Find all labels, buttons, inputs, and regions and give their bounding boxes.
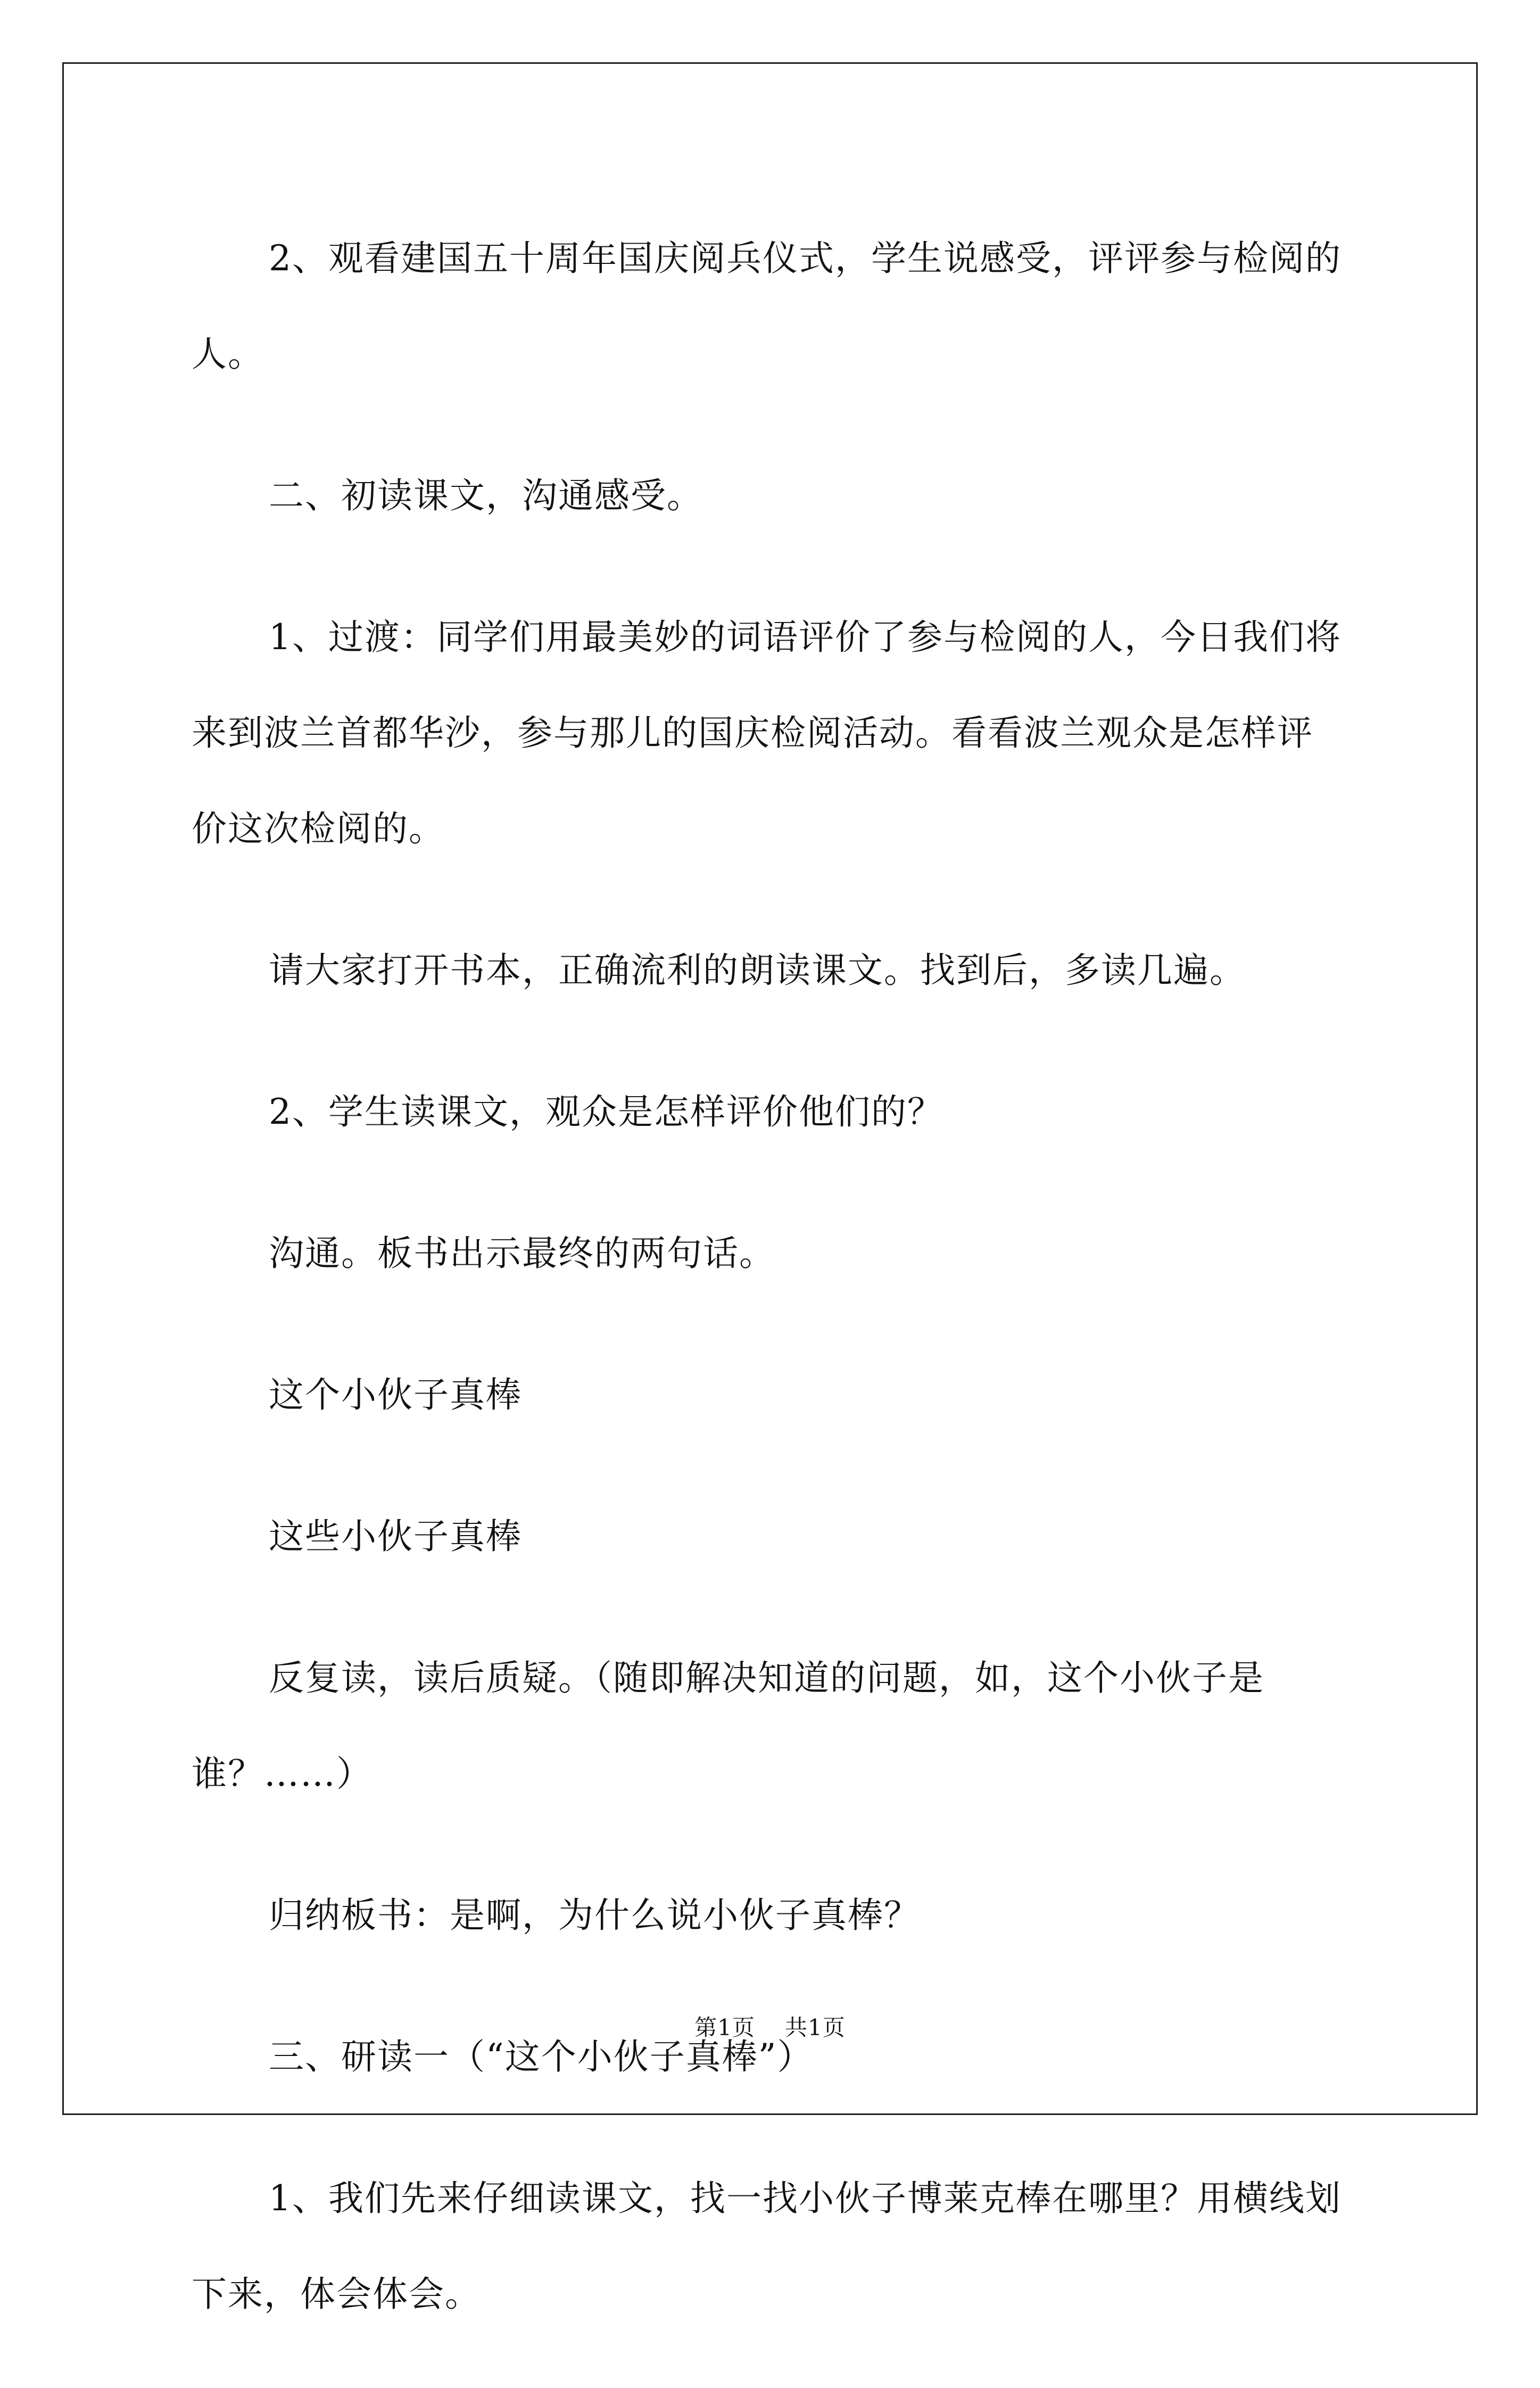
paragraph: 二、初读课文，沟通感受。 (269, 475, 703, 516)
paragraph: 沟通。板书出示最终的两句话。 (269, 1233, 775, 1274)
paragraph: 1、我们先来仔细读课文，找一找小伙子博莱克棒在哪里？用横线划下来，体会体会。 (192, 2178, 1342, 2315)
paragraph: 归纳板书：是啊，为什么说小伙子真棒？ (269, 1895, 920, 1936)
paragraph: 请大家打开书本，正确流利的朗读课文。找到后，多读几遍。 (269, 950, 1246, 991)
paragraph: 三、研读一（“这个小伙子真棒”） (269, 2036, 814, 2077)
page-footer (0, 2012, 1540, 2044)
paragraph: 这些小伙子真棒 (269, 1516, 522, 1557)
paragraph: 1、过渡：同学们用最美妙的词语评价了参与检阅的人，今日我们将来到波兰首都华沙，参与那儿的国庆检阅活动。看看波兰观众是怎样评价这次检阅的。 (192, 617, 1342, 849)
page-number: 第1页 (694, 2014, 755, 2041)
page-total: 共1页 (785, 2014, 846, 2041)
document-body (192, 211, 1349, 2388)
paragraph: 2、观看建国五十周年国庆阅兵仪式，学生说感受，评评参与检阅的人。 (192, 238, 1342, 375)
paragraph: 反复读，读后质疑。（随即解决知道的问题，如，这个小伙子是谁？……） (192, 1657, 1264, 1794)
paragraph: 2、学生读课文，观众是怎样评价他们的？ (269, 1091, 943, 1132)
paragraph: 这个小伙子真棒 (269, 1374, 522, 1415)
